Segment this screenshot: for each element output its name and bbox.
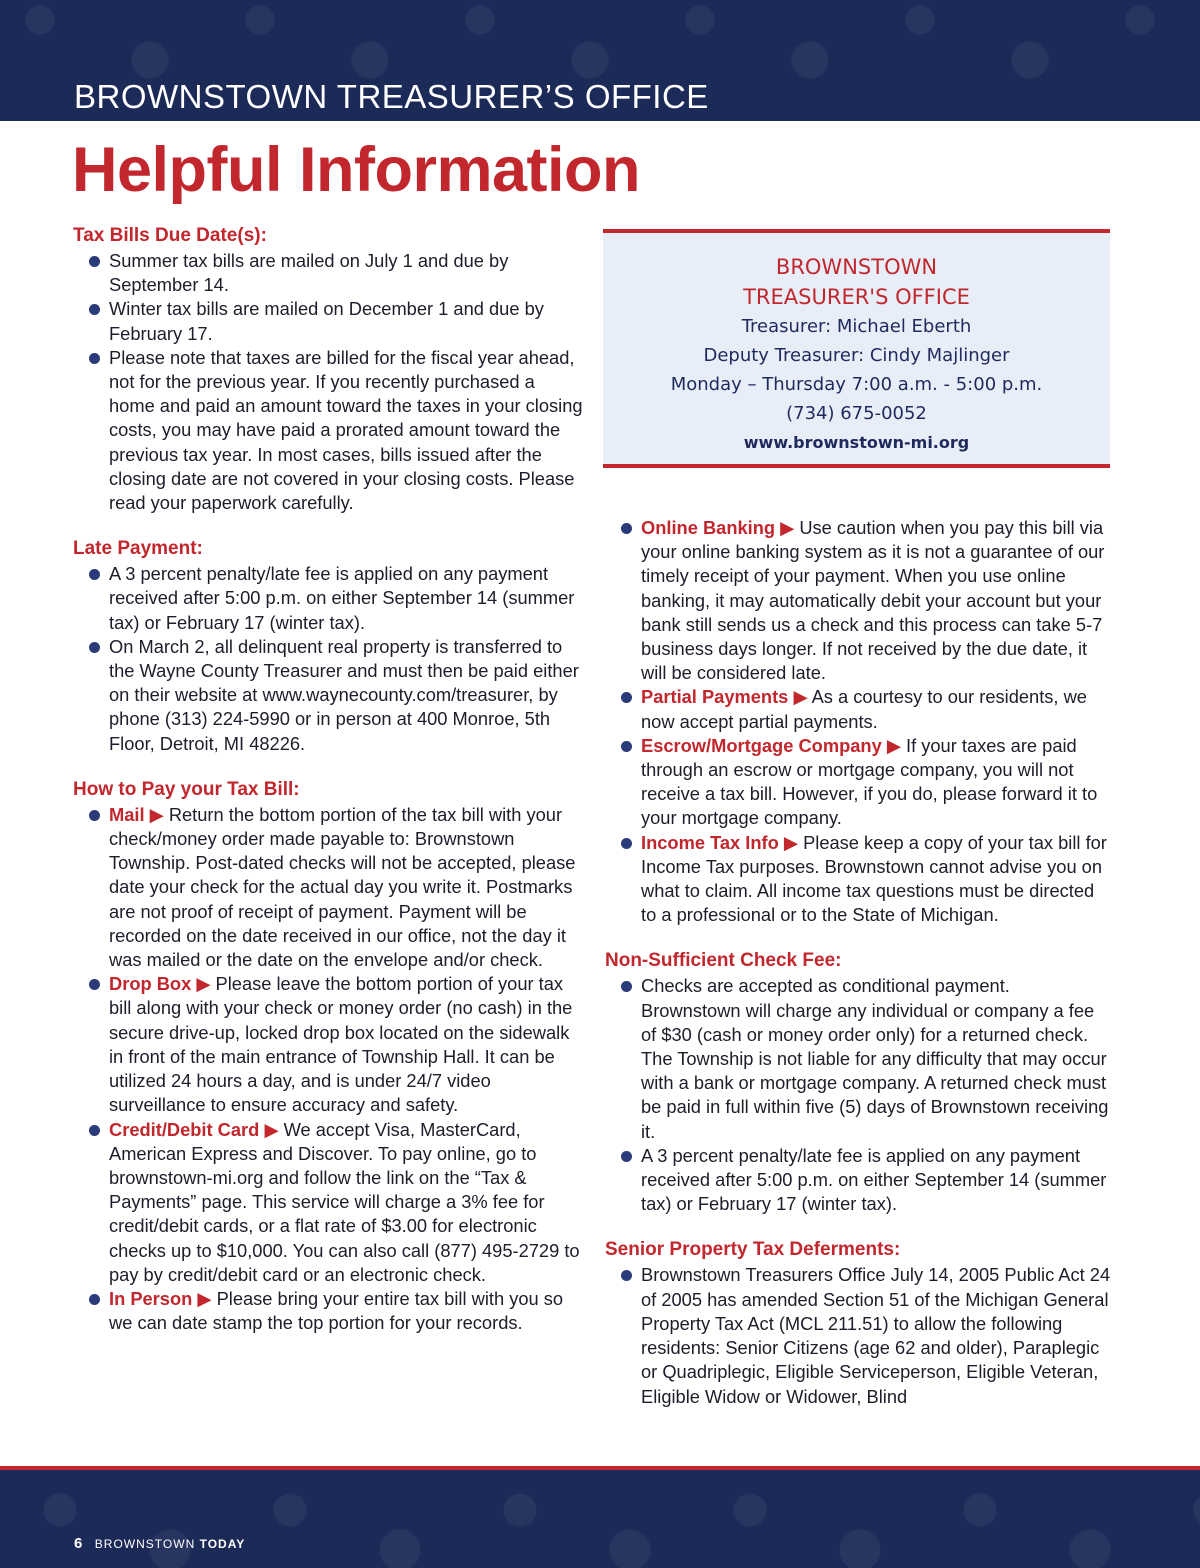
list-item: Credit/Debit Card ▶ We accept Visa, MasterCard, American Express and Discover. To pay online, go to brownstown-mi.org and follow the link on the “Tax & Payments” page. This service will charge a 3% fee for credit/debit cards, or a flat rate of $3.00 for electronic checks up to $10,000. You can also call (877) 495-2729 to pay by credit/debit card or an electronic check. — [73, 1118, 583, 1287]
deputy-treasurer-name: Deputy Treasurer: Cindy Majlinger — [703, 345, 1010, 366]
senior-section — [605, 1238, 1113, 1408]
header-banner — [0, 0, 1200, 121]
arrow-right-icon: ▶ — [197, 1287, 212, 1309]
senior-heading: Senior Property Tax Deferments: — [605, 1239, 901, 1261]
how-to-pay-list — [73, 803, 583, 1335]
office-hours: Monday – Thursday 7:00 a.m. - 5:00 p.m. — [670, 374, 1043, 395]
publication-name: BROWNSTOWN TODAY — [94, 1537, 246, 1551]
bullet-icon — [621, 838, 632, 849]
senior-list — [605, 1263, 1113, 1408]
arrow-right-icon: ▶ — [793, 686, 808, 708]
bullet-icon — [621, 1151, 632, 1162]
bullet-icon — [89, 642, 100, 653]
tax-due-list — [73, 249, 583, 515]
list-item: Online Banking ▶ Use caution when you pay this bill via your online banking system as it is not a guarantee of our timely receipt of your payment. When you use online banking, it may automatically debit your account but your bank still sends us a check and this process can take 5-7 business days longer. If not received by the due date, it will be considered late. — [605, 516, 1113, 685]
arrow-right-icon: ▶ — [149, 803, 164, 825]
list-item: Please note that taxes are billed for the fiscal year ahead, not for the previous year. If you recently purchased a home and paid an amount toward the taxes in your closing costs, you may have paid a prorated amount toward the previous tax year. In most cases, bills issued after the closing date are not covered in your closing costs. Please read your paperwork carefully. — [73, 346, 583, 515]
office-website[interactable]: www.brownstown-mi.org — [743, 433, 970, 452]
arrow-right-icon: ▶ — [780, 517, 795, 538]
office-name: BROWNSTOWN TREASURER’S OFFICE — [74, 78, 709, 115]
bullet-icon — [621, 1270, 632, 1281]
box-title-line2: TREASURER'S OFFICE — [743, 285, 970, 309]
office-phone: (734) 675-0052 — [786, 403, 927, 424]
list-item: Mail ▶ Return the bottom portion of the tax bill with your check/money order made payable to: Brownstown Township. Post-dated checks will not be accepted, please date your check for the actual day you write it. Postmarks are not proof of receipt of payment. Payment will be recorded on the date received in our office, not the day it was mailed or the date on the envelope and/or check. — [73, 803, 583, 972]
bullet-icon — [621, 981, 632, 992]
list-item: Income Tax Info ▶ Please keep a copy of your tax bill for Income Tax purposes. Brownstown cannot advise you on what to claim. All income tax questions must be directed to a professional or to the State of Michigan. — [605, 831, 1113, 928]
treasurer-info-box — [603, 229, 1110, 468]
arrow-right-icon: ▶ — [196, 973, 211, 995]
arrow-right-icon: ▶ — [886, 734, 901, 756]
item-lead: In Person — [109, 1287, 193, 1309]
item-lead: Mail — [109, 803, 145, 825]
arrow-right-icon: ▶ — [264, 1118, 279, 1140]
list-item: Checks are accepted as conditional payment. Brownstown will charge any individual or company a fee of $30 (cash or money order only) for a returned check. The Township is not liable for any difficulty that may occur with a bank or mortgage company. A returned check must be paid in full within five (5) days of Brownstown receiving it. — [605, 974, 1113, 1143]
bullet-icon — [89, 569, 100, 580]
bullet-icon — [89, 1294, 100, 1305]
item-lead: Escrow/Mortgage Company — [641, 734, 882, 756]
bullet-icon — [621, 523, 632, 534]
page-title: Helpful Information — [72, 135, 640, 205]
how-to-pay-section — [73, 778, 583, 1335]
late-payment-heading: Late Payment: — [73, 538, 203, 560]
list-item: Drop Box ▶ Please leave the bottom portion of your tax bill along with your check or money order (no cash) in the secure drive-up, locked drop box located on the sidewalk in front of the main entrance of Township Hall. It can be utilized 24 hours a day, and is under 24/7 video surveillance to ensure accuracy and safety. — [73, 972, 583, 1117]
pay-more-list — [605, 516, 1113, 927]
bullet-icon — [89, 979, 100, 990]
nsf-section — [605, 949, 1113, 1216]
list-item: Escrow/Mortgage Company ▶ If your taxes are paid through an escrow or mortgage company, you will not receive a tax bill. However, if you do, please forward it to your mortgage company. — [605, 734, 1113, 831]
nsf-list — [605, 974, 1113, 1216]
bullet-icon — [89, 304, 100, 315]
right-column — [605, 515, 1113, 1431]
list-item: A 3 percent penalty/late fee is applied on any payment received after 5:00 p.m. on either September 14 (summer tax) or February 17 (winter tax). — [605, 1144, 1113, 1217]
list-item: Brownstown Treasurers Office July 14, 2005 Public Act 24 of 2005 has amended Section 51 of the Michigan General Property Tax Act (MCL 211.51) to allow the following residents: Senior Citizens (age 62 and older), Paraplegic or Quadriplegic, Eligible Serviceperson, Eligible Veteran, Eligible Widow or Widower, Blind — [605, 1263, 1113, 1408]
list-item: In Person ▶ Please bring your entire tax bill with you so we can date stamp the top portion for your records. — [73, 1287, 583, 1335]
late-payment-section — [73, 537, 583, 756]
tax-due-heading: Tax Bills Due Date(s): — [73, 225, 267, 246]
bullet-icon — [89, 810, 100, 821]
bullet-icon — [89, 1125, 100, 1136]
item-lead: Drop Box — [109, 973, 192, 995]
footer — [74, 1535, 245, 1553]
list-item: Winter tax bills are mailed on December 1 and due by February 17. — [73, 297, 583, 345]
box-title-line1: BROWNSTOWN — [775, 255, 938, 279]
list-item: Summer tax bills are mailed on July 1 and due by September 14. — [73, 249, 583, 297]
item-lead: Credit/Debit Card — [109, 1118, 260, 1140]
treasurer-name: Treasurer: Michael Eberth — [741, 316, 972, 337]
item-lead: Income Tax Info — [641, 831, 779, 853]
item-lead: Online Banking — [641, 517, 776, 538]
nsf-heading: Non-Sufficient Check Fee: — [605, 950, 842, 972]
page-number: 6 — [74, 1535, 83, 1552]
bullet-icon — [89, 256, 100, 267]
bullet-icon — [89, 353, 100, 364]
item-lead: Partial Payments — [641, 686, 789, 708]
arrow-right-icon: ▶ — [783, 831, 798, 853]
pay-more-section — [605, 516, 1113, 927]
list-item: On March 2, all delinquent real property is transferred to the Wayne County Treasurer and must then be paid either on their website at www.waynecounty.com/treasurer, by phone (313) 224-5990 or in person at 400 Monroe, 5th Floor, Detroit, MI 48226. — [73, 635, 583, 756]
left-column — [73, 224, 583, 1357]
tax-due-section — [73, 224, 583, 515]
bullet-icon — [621, 741, 632, 752]
bullet-icon — [621, 692, 632, 703]
list-item: A 3 percent penalty/late fee is applied on any payment received after 5:00 p.m. on either September 14 (summer tax) or February 17 (winter tax). — [73, 562, 583, 635]
how-to-pay-heading: How to Pay your Tax Bill: — [73, 778, 300, 800]
list-item: Partial Payments ▶ As a courtesy to our residents, we now accept partial payments. — [605, 685, 1113, 733]
late-payment-list — [73, 562, 583, 756]
